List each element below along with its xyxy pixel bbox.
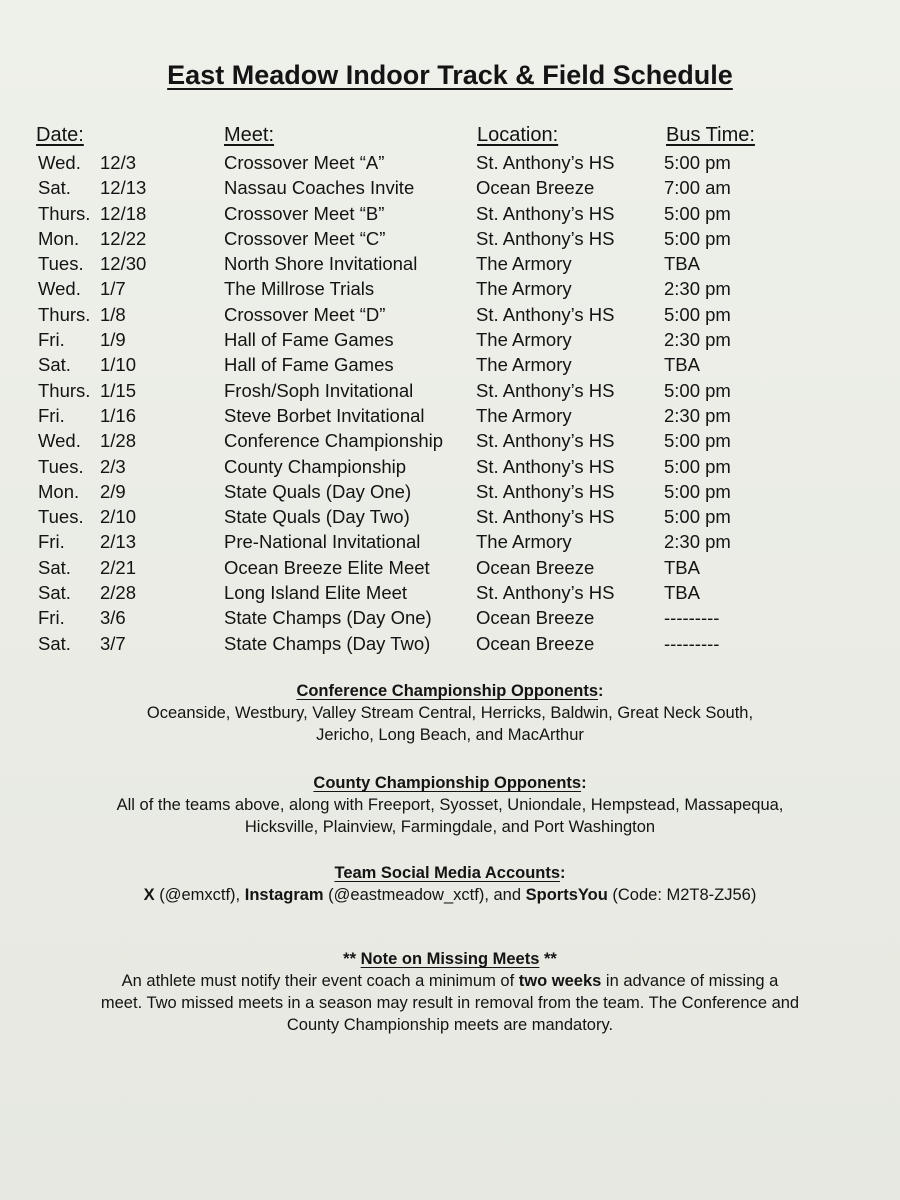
row-day: Tues. (38, 455, 84, 477)
row-location: The Armory (476, 531, 572, 553)
row-meet: State Champs (Day One) (224, 607, 432, 629)
row-bus-time: 2:30 pm (664, 329, 731, 351)
row-day: Thurs. (38, 202, 91, 224)
row-day: Fri. (38, 531, 65, 553)
table-row (0, 479, 900, 504)
row-date: 12/3 (100, 152, 137, 173)
row-date: 12/18 (100, 202, 147, 224)
row-day: Wed. (38, 430, 81, 452)
row-bus-time: 5:00 pm (664, 152, 731, 173)
row-location: St. Anthony’s HS (476, 152, 615, 173)
header-location: Location: (477, 124, 559, 146)
row-meet: Pre-National Invitational (224, 531, 421, 553)
table-row (0, 175, 900, 200)
row-meet: Crossover Meet “A” (224, 152, 385, 173)
row-date: 2/9 (100, 480, 126, 502)
row-date: 1/16 (100, 404, 137, 426)
row-day: Sat. (38, 632, 71, 654)
row-day: Mon. (38, 227, 80, 249)
conference-heading-colon: : (598, 682, 604, 700)
table-row (0, 428, 900, 453)
county-heading: County Championship Opponents (313, 774, 582, 792)
row-location: St. Anthony’s HS (476, 379, 615, 401)
county-section (0, 772, 900, 838)
instagram-handle: (@eastmeadow_xctf), and (323, 886, 526, 904)
row-day: Thurs. (38, 379, 91, 401)
row-meet: Crossover Meet “C” (224, 227, 386, 249)
row-date: 2/10 (100, 506, 137, 528)
row-location: The Armory (476, 329, 572, 351)
table-row (0, 454, 900, 479)
row-location: St. Anthony’s HS (476, 227, 615, 249)
row-location: St. Anthony’s HS (476, 202, 615, 224)
table-row (0, 403, 900, 428)
row-location: Ocean Breeze (476, 607, 595, 629)
row-day: Sat. (38, 582, 71, 604)
note-prefix: ** (343, 950, 361, 968)
row-bus-time: 5:00 pm (664, 480, 731, 502)
row-location: Ocean Breeze (476, 556, 595, 578)
row-bus-time: 5:00 pm (664, 227, 731, 249)
social-heading: Team Social Media Accounts (334, 864, 561, 882)
row-day: Sat. (38, 177, 71, 199)
row-meet: North Shore Invitational (224, 253, 418, 275)
row-day: Wed. (38, 152, 81, 173)
table-row (0, 555, 900, 580)
table-row (0, 631, 900, 656)
row-meet: State Champs (Day Two) (224, 632, 431, 654)
row-meet: Frosh/Soph Invitational (224, 379, 414, 401)
note-heading: Note on Missing Meets (360, 950, 540, 968)
row-bus-time: TBA (664, 354, 700, 376)
county-opponents-line2: Hicksville, Plainview, Farmingdale, and Port Washington (244, 818, 656, 836)
x-handle: (@emxctf), (154, 886, 245, 904)
note-line2: meet. Two missed meets in a season may result in removal from the team. The Conference and (100, 994, 800, 1012)
row-bus-time: 2:30 pm (664, 531, 731, 553)
row-bus-time: 2:30 pm (664, 404, 731, 426)
row-bus-time: 2:30 pm (664, 278, 731, 300)
conference-section (0, 680, 900, 746)
sportsyou-label: SportsYou (525, 886, 608, 904)
county-heading-colon: : (581, 774, 587, 792)
row-bus-time: --------- (664, 632, 720, 654)
row-meet: Crossover Meet “B” (224, 202, 385, 224)
header-date: Date: (36, 124, 84, 146)
instagram-label: Instagram (244, 886, 324, 904)
row-day: Fri. (38, 404, 65, 426)
row-bus-time: TBA (664, 556, 700, 578)
table-row (0, 201, 900, 226)
row-meet: Crossover Meet “D” (224, 303, 386, 325)
row-date: 2/28 (100, 582, 137, 604)
row-date: 1/7 (100, 278, 126, 300)
table-row (0, 580, 900, 605)
page-title: East Meadow Indoor Track & Field Schedule (167, 60, 733, 90)
row-date: 2/21 (100, 556, 137, 578)
table-row (0, 352, 900, 377)
table-row (0, 529, 900, 554)
row-meet: State Quals (Day Two) (224, 506, 410, 528)
social-accounts-line (0, 884, 900, 906)
row-date: 1/10 (100, 354, 137, 376)
x-label: X (143, 886, 155, 904)
row-meet: Ocean Breeze Elite Meet (224, 556, 430, 578)
row-bus-time: 5:00 pm (664, 506, 731, 528)
county-opponents-line1: All of the teams above, along with Freeport, Syosset, Uniondale, Hempstead, Massapequa, (116, 796, 784, 814)
header-bus-time: Bus Time: (666, 124, 755, 146)
row-day: Thurs. (38, 303, 91, 325)
row-bus-time: 7:00 am (664, 177, 731, 199)
row-date: 1/15 (100, 379, 137, 401)
row-location: Ocean Breeze (476, 632, 595, 654)
row-bus-time: --------- (664, 607, 720, 629)
table-row (0, 378, 900, 403)
row-day: Fri. (38, 607, 65, 629)
row-location: St. Anthony’s HS (476, 303, 615, 325)
row-location: Ocean Breeze (476, 177, 595, 199)
table-row (0, 150, 900, 175)
row-meet: County Championship (224, 455, 407, 477)
table-row (0, 605, 900, 630)
row-location: St. Anthony’s HS (476, 480, 615, 502)
row-day: Tues. (38, 506, 84, 528)
row-date: 12/22 (100, 227, 147, 249)
row-meet: Long Island Elite Meet (224, 582, 408, 604)
note-line1 (0, 970, 900, 992)
row-meet: The Millrose Trials (224, 278, 375, 300)
row-location: St. Anthony’s HS (476, 455, 615, 477)
header-meet: Meet: (224, 124, 275, 146)
row-meet: Hall of Fame Games (224, 329, 394, 351)
table-row (0, 251, 900, 276)
note-suffix: ** (539, 950, 557, 968)
row-day: Mon. (38, 480, 80, 502)
row-day: Fri. (38, 329, 65, 351)
row-date: 12/13 (100, 177, 147, 199)
row-location: St. Anthony’s HS (476, 582, 615, 604)
row-location: St. Anthony’s HS (476, 506, 615, 528)
conference-opponents-line2: Jericho, Long Beach, and MacArthur (316, 726, 584, 744)
row-bus-time: 5:00 pm (664, 202, 731, 224)
row-day: Sat. (38, 556, 71, 578)
row-date: 3/7 (100, 632, 126, 654)
row-date: 2/3 (100, 455, 126, 477)
row-bus-time: 5:00 pm (664, 379, 731, 401)
row-bus-time: 5:00 pm (664, 430, 731, 452)
row-date: 2/13 (100, 531, 137, 553)
conference-opponents-line1: Oceanside, Westbury, Valley Stream Central, Herricks, Baldwin, Great Neck South, (146, 704, 754, 722)
note-line1-start: An athlete must notify their event coach a minimum of (121, 972, 519, 990)
note-line3: County Championship meets are mandatory. (286, 1016, 614, 1034)
row-bus-time: 5:00 pm (664, 455, 731, 477)
note-two-weeks: two weeks (518, 972, 602, 990)
row-day: Sat. (38, 354, 71, 376)
row-bus-time: TBA (664, 253, 700, 275)
row-location: The Armory (476, 253, 572, 275)
row-location: The Armory (476, 278, 572, 300)
note-section (0, 948, 900, 1036)
row-day: Tues. (38, 253, 84, 275)
row-meet: Conference Championship (224, 430, 444, 452)
sportsyou-code: (Code: M2T8-ZJ56) (607, 886, 757, 904)
row-location: The Armory (476, 404, 572, 426)
row-meet: State Quals (Day One) (224, 480, 412, 502)
note-line1-end: in advance of missing a (601, 972, 779, 990)
table-row (0, 302, 900, 327)
row-bus-time: TBA (664, 582, 700, 604)
table-row (0, 226, 900, 251)
social-heading-colon: : (560, 864, 566, 882)
row-meet: Hall of Fame Games (224, 354, 394, 376)
row-date: 1/8 (100, 303, 126, 325)
row-day: Wed. (38, 278, 81, 300)
conference-heading: Conference Championship Opponents (296, 682, 599, 700)
row-date: 3/6 (100, 607, 126, 629)
table-row (0, 327, 900, 352)
row-meet: Nassau Coaches Invite (224, 177, 415, 199)
row-location: The Armory (476, 354, 572, 376)
schedule-table (0, 150, 900, 656)
row-date: 1/28 (100, 430, 137, 452)
table-row (0, 276, 900, 301)
table-row (0, 504, 900, 529)
row-bus-time: 5:00 pm (664, 303, 731, 325)
social-section (0, 862, 900, 906)
row-date: 1/9 (100, 329, 126, 351)
row-location: St. Anthony’s HS (476, 430, 615, 452)
row-meet: Steve Borbet Invitational (224, 404, 425, 426)
row-date: 12/30 (100, 253, 147, 275)
